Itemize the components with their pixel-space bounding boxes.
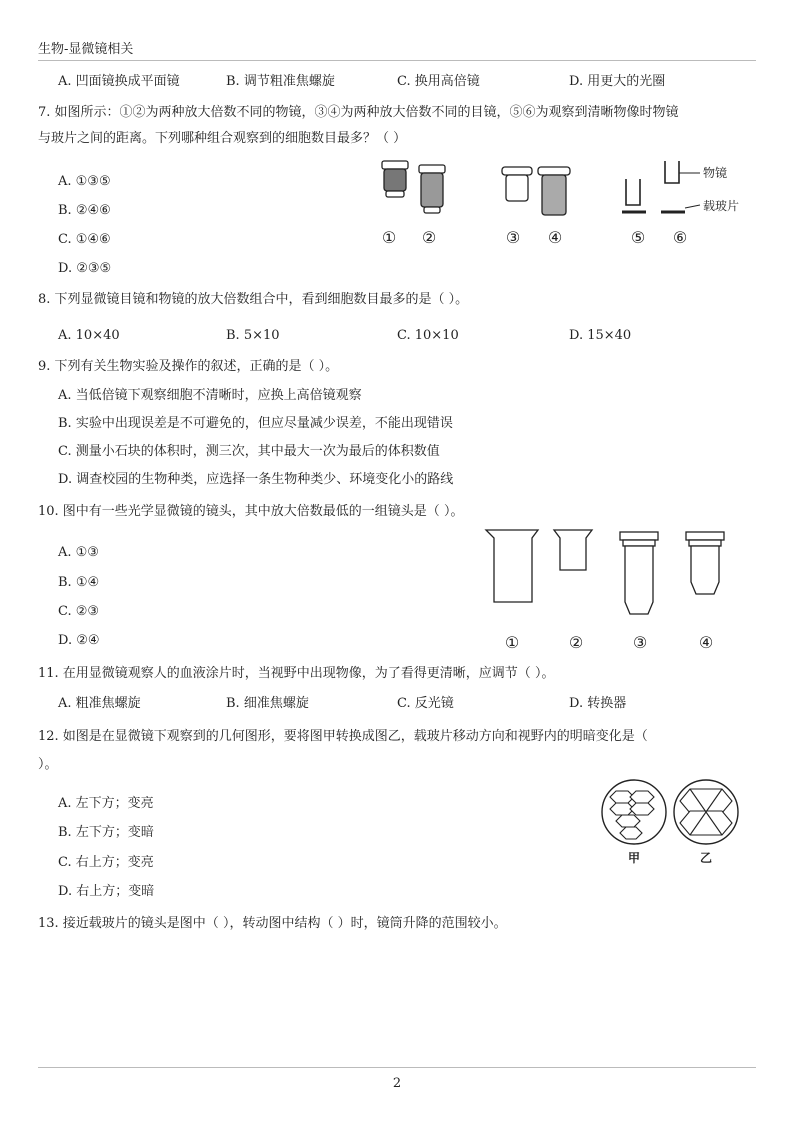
q12-stem-line1: 12. 如图是在显微镜下观察到的几何图形，要将图甲转换成图乙，载玻片移动方向和视野内的明暗变化是（	[38, 729, 648, 744]
objective-short-4-icon	[686, 532, 724, 594]
figure-label-1: ①	[504, 633, 520, 652]
q11-option-b[interactable]: B. 细准焦螺旋	[226, 696, 309, 711]
page-number: 2	[392, 1076, 402, 1091]
eyepiece-long-1-icon	[486, 530, 538, 602]
q10-option-d[interactable]: D. ②④	[58, 633, 100, 648]
q7-option-a[interactable]: A. ①③⑤	[58, 174, 111, 189]
q12-option-a[interactable]: A. 左下方；变亮	[58, 796, 154, 811]
objective-lens-1-icon	[382, 161, 408, 197]
field-of-view-yi	[674, 780, 738, 844]
q10-stem: 10. 图中有一些光学显微镜的镜头，其中放大倍数最低的一组镜头是（ ）。	[38, 504, 464, 519]
figure-label-1: ①	[381, 228, 397, 247]
q8-option-b[interactable]: B. 5×10	[226, 328, 280, 343]
slide-label: 载玻片	[703, 199, 740, 213]
figure-label-6: ⑥	[672, 228, 688, 247]
q9-option-d[interactable]: D. 调查校园的生物种类，应选择一条生物种类少、环境变化小的路线	[58, 472, 454, 487]
q12-option-d[interactable]: D. 右上方；变暗	[58, 884, 155, 899]
page-header: 生物-显微镜相关	[38, 42, 134, 57]
q10-option-b[interactable]: B. ①④	[58, 575, 100, 590]
q12-stem-line2: ）。	[38, 757, 58, 772]
q6-option-d[interactable]: D. 用更大的光圈	[569, 74, 666, 89]
q6-option-b[interactable]: B. 调节粗准焦螺旋	[226, 74, 335, 89]
q9-stem: 9. 下列有关生物实验及操作的叙述，正确的是（ ）。	[38, 359, 339, 374]
footer-divider	[38, 1067, 756, 1068]
q11-stem: 11. 在用显微镜观察人的血液涂片时，当视野中出现物像，为了看得更清晰，应调节（ ）。	[38, 666, 555, 681]
q7-lens-figure	[370, 155, 790, 255]
q12-option-c[interactable]: C. 右上方；变亮	[58, 855, 154, 870]
objective-label: 物镜	[703, 166, 728, 180]
objective-lens-2-icon	[419, 165, 445, 213]
q11-option-a[interactable]: A. 粗准焦螺旋	[58, 696, 141, 711]
objective-long-3-icon	[620, 532, 658, 614]
q12-option-b[interactable]: B. 左下方；变暗	[58, 825, 154, 840]
q8-option-d[interactable]: D. 15×40	[569, 328, 632, 343]
header-divider	[38, 60, 756, 61]
figure-label-4: ④	[698, 633, 714, 652]
figure-label-jia: 甲	[627, 851, 641, 865]
q8-stem: 8. 下列显微镜目镜和物镜的放大倍数组合中，看到细胞数目最多的是（ ）。	[38, 292, 469, 307]
q8-option-c[interactable]: C. 10×10	[397, 328, 459, 343]
q7-option-c[interactable]: C. ①④⑥	[58, 232, 111, 247]
q12-field-of-view-figure	[596, 777, 746, 869]
q9-option-a[interactable]: A. 当低倍镜下观察细胞不清晰时，应换上高倍镜观察	[58, 388, 362, 403]
q9-option-b[interactable]: B. 实验中出现误差是不可避免的，但应尽量减少误差，不能出现错误	[58, 416, 453, 431]
distance-diagram-5	[622, 179, 646, 212]
eyepiece-lens-4-icon	[538, 167, 570, 215]
eyepiece-lens-3-icon	[502, 167, 532, 201]
q7-stem-line1: 7. 如图所示：①②为两种放大倍数不同的物镜，③④为两种放大倍数不同的目镜，⑤⑥为观察到清晰物像时物镜	[38, 105, 679, 120]
q8-option-a[interactable]: A. 10×40	[58, 328, 120, 343]
q10-option-a[interactable]: A. ①③	[58, 545, 99, 560]
q11-option-d[interactable]: D. 转换器	[569, 696, 627, 711]
eyepiece-short-2-icon	[554, 530, 592, 570]
q6-option-c[interactable]: C. 换用高倍镜	[397, 74, 480, 89]
figure-label-yi: 乙	[699, 851, 713, 865]
field-of-view-jia	[602, 780, 666, 844]
q7-stem-line2: 与玻片之间的距离。下列哪种组合观察到的细胞数目最多？（ ）	[38, 131, 407, 146]
figure-label-3: ③	[505, 228, 521, 247]
figure-label-2: ②	[421, 228, 437, 247]
q9-option-c[interactable]: C. 测量小石块的体积时，测三次，其中最大一次为最后的体积数值	[58, 444, 440, 459]
q11-option-c[interactable]: C. 反光镜	[397, 696, 454, 711]
distance-diagram-6	[661, 161, 700, 212]
q6-option-a[interactable]: A. 凹面镜换成平面镜	[58, 74, 180, 89]
figure-label-3: ③	[632, 633, 648, 652]
figure-label-4: ④	[547, 228, 563, 247]
figure-label-2: ②	[568, 633, 584, 652]
figure-label-5: ⑤	[630, 228, 646, 247]
q7-option-b[interactable]: B. ②④⑥	[58, 203, 111, 218]
q10-option-c[interactable]: C. ②③	[58, 604, 100, 619]
q7-option-d[interactable]: D. ②③⑤	[58, 261, 112, 276]
q13-stem: 13. 接近载玻片的镜头是图中（ ），转动图中结构（ ）时，镜筒升降的范围较小。	[38, 916, 507, 931]
q10-lens-figure	[480, 522, 750, 657]
